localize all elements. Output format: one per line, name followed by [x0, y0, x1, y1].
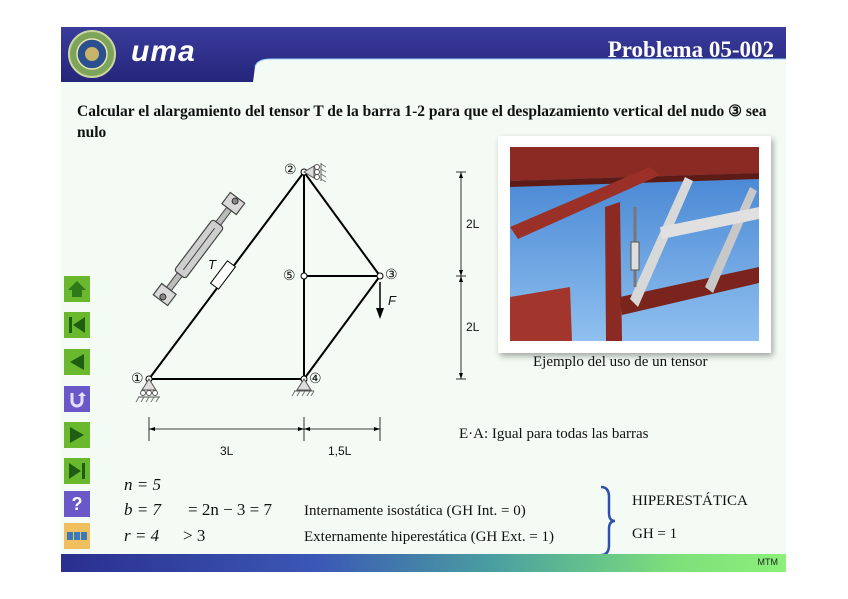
node-label-2: ② — [284, 163, 297, 178]
dim-2l-top: 2L — [466, 217, 480, 231]
footer-bar — [61, 554, 786, 572]
logo-text: uma — [131, 35, 196, 68]
help-button[interactable]: ? — [64, 491, 90, 517]
tensor-label: T — [208, 257, 216, 272]
node-label-1: ① — [131, 372, 144, 387]
footer-mtm: MTM — [757, 557, 778, 567]
problem-statement: Calcular el alargamiento del tensor T de la barra 1-2 para que el desplazamiento vertical del nudo ③ sea nulo — [77, 103, 767, 141]
tensor-example-photo — [510, 147, 759, 341]
dim-2l-bottom: 2L — [466, 320, 480, 334]
dim-1-5l: 1,5L — [328, 444, 352, 458]
formula-b: b = 7 — [124, 500, 161, 519]
formula-r: r = 4 — [124, 526, 160, 545]
dim-3l: 3L — [220, 444, 234, 458]
node-label-5: ⑤ — [283, 269, 296, 284]
ea-note: E·A: Igual para todas las barras — [459, 426, 649, 442]
bar-2-3 — [304, 172, 380, 276]
slide — [61, 27, 786, 572]
force-label: F — [388, 293, 396, 308]
formula-b-eq: = 2n − 3 = 7 — [188, 500, 273, 519]
problem-title: Problema 05-002 — [607, 37, 774, 62]
hiperestatica-label: HIPERESTÁTICA — [632, 493, 748, 509]
node-label-4: ④ — [309, 372, 322, 387]
bar-3-4 — [304, 276, 380, 379]
internal-text: Internamente isostática (GH Int. = 0) — [304, 503, 526, 519]
support-node-2 — [304, 163, 326, 182]
gh-value: GH = 1 — [632, 526, 678, 542]
node-label-3: ③ — [385, 268, 398, 283]
formula-r-eq: > 3 — [183, 526, 206, 545]
brace-icon — [599, 485, 617, 557]
photo-caption: Ejemplo del uso de un tensor — [533, 354, 708, 370]
external-text: Externamente hiperestática (GH Ext. = 1) — [304, 529, 555, 545]
formula-n: n = 5 — [124, 475, 161, 494]
photo-frame — [498, 136, 771, 353]
turnbuckle-image — [153, 192, 244, 305]
